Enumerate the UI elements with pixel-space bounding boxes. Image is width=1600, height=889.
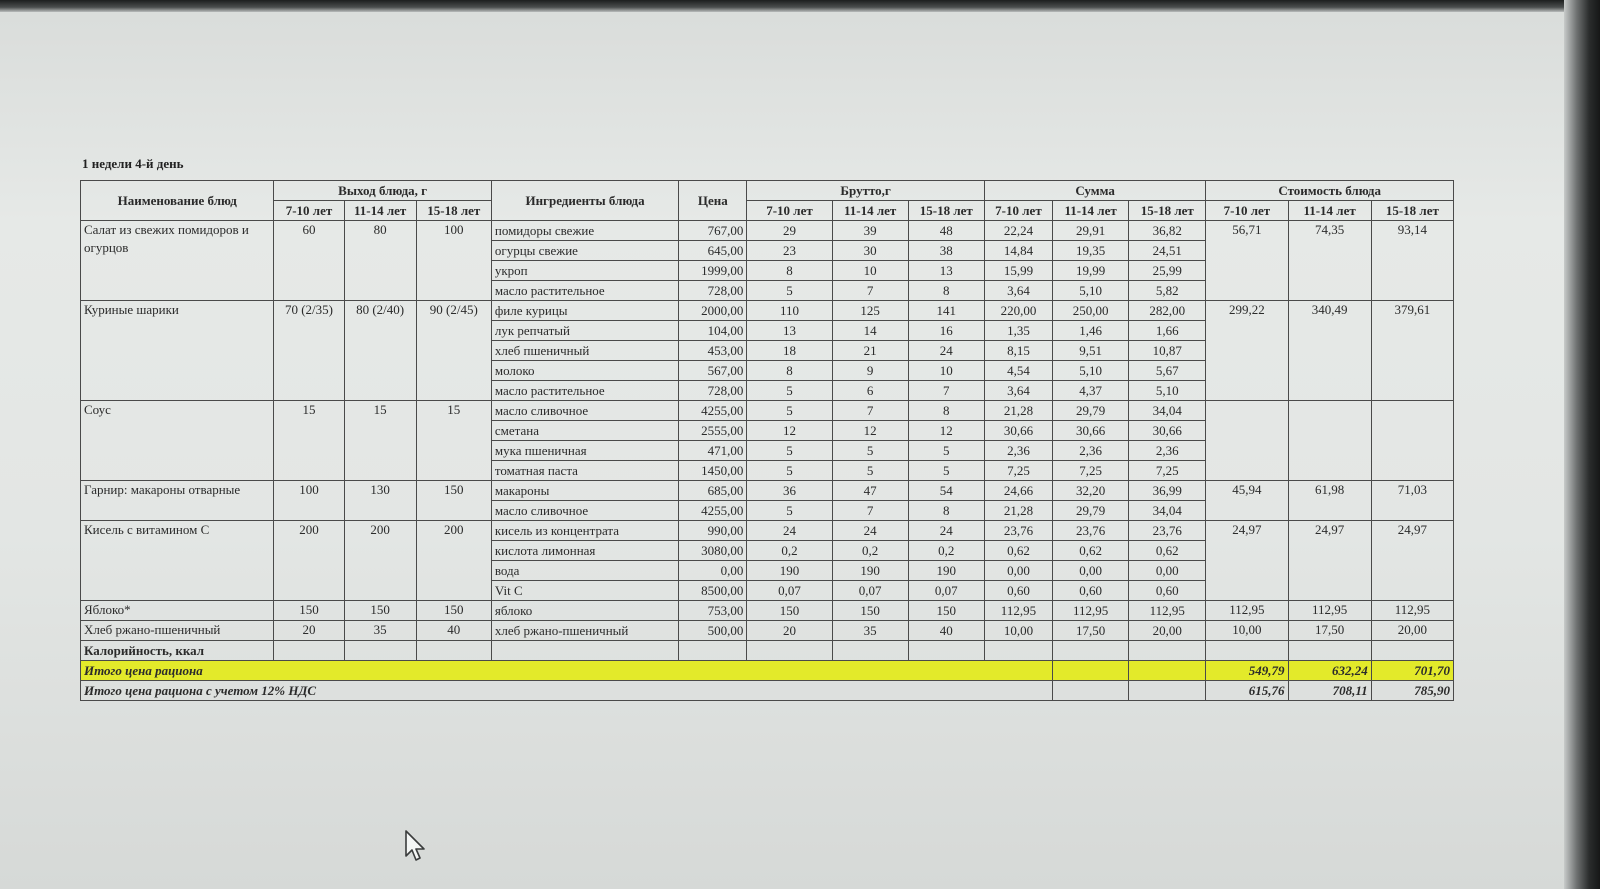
- sum-cell: 2,36: [1129, 441, 1206, 461]
- price-cell: 471,00: [679, 441, 747, 461]
- brutto-cell: 5: [832, 461, 908, 481]
- brutto-cell: 12: [747, 421, 832, 441]
- dish-cost-cell: 56,71: [1206, 221, 1288, 301]
- sum-cell: 2,36: [1053, 441, 1129, 461]
- ingredient-name-cell: молоко: [491, 361, 678, 381]
- brutto-cell: 10: [908, 361, 984, 381]
- brutto-cell: 5: [747, 461, 832, 481]
- sum-cell: 7,25: [984, 461, 1052, 481]
- header-row-top: [81, 181, 1454, 201]
- price-cell: 990,00: [679, 521, 747, 541]
- mouse-pointer-icon: [404, 830, 428, 862]
- yield-cell: 150: [274, 601, 344, 621]
- sum-cell: 112,95: [984, 601, 1052, 621]
- price-cell: 104,00: [679, 321, 747, 341]
- sum-cell: 5,10: [1129, 381, 1206, 401]
- brutto-cell: 5: [747, 381, 832, 401]
- sum-cell: 21,28: [984, 401, 1052, 421]
- brutto-cell: 0,07: [832, 581, 908, 601]
- header-age: 7-10 лет: [274, 201, 344, 221]
- yield-cell: 20: [274, 621, 344, 641]
- brutto-cell: 48: [908, 221, 984, 241]
- header-age: 15-18 лет: [1129, 201, 1206, 221]
- brutto-cell: 6: [832, 381, 908, 401]
- header-ingredients: Ингредиенты блюда: [491, 181, 678, 221]
- ingredient-name-cell: масло растительное: [491, 381, 678, 401]
- brutto-cell: 5: [747, 441, 832, 461]
- price-cell: 453,00: [679, 341, 747, 361]
- brutto-cell: 0,07: [908, 581, 984, 601]
- brutto-cell: 39: [832, 221, 908, 241]
- brutto-cell: 54: [908, 481, 984, 501]
- brutto-cell: 24: [832, 521, 908, 541]
- sum-cell: 112,95: [1129, 601, 1206, 621]
- brutto-cell: 5: [908, 441, 984, 461]
- yield-cell: 15: [274, 401, 344, 481]
- sum-cell: 4,54: [984, 361, 1052, 381]
- ingredient-name-cell: Vit C: [491, 581, 678, 601]
- price-cell: 1450,00: [679, 461, 747, 481]
- brutto-cell: 5: [908, 461, 984, 481]
- price-cell: 728,00: [679, 381, 747, 401]
- sum-cell: 19,99: [1053, 261, 1129, 281]
- sum-cell: 250,00: [1053, 301, 1129, 321]
- sum-cell: 20,00: [1129, 621, 1206, 641]
- yield-cell: 150: [416, 481, 491, 521]
- table-row: [81, 301, 1454, 321]
- ingredient-name-cell: хлеб пшеничный: [491, 341, 678, 361]
- sum-cell: 0,60: [1129, 581, 1206, 601]
- menu-table-body: [81, 221, 1454, 641]
- ingredient-name-cell: макароны: [491, 481, 678, 501]
- table-row: [81, 621, 1454, 641]
- total-value: 701,70: [1371, 661, 1453, 681]
- dish-name-cell: Кисель с витамином С: [81, 521, 274, 601]
- sum-cell: 30,66: [984, 421, 1052, 441]
- brutto-cell: 8: [747, 261, 832, 281]
- dish-cost-cell: 379,61: [1371, 301, 1453, 401]
- header-age: 7-10 лет: [1206, 201, 1288, 221]
- total-row: [81, 661, 1454, 681]
- brutto-cell: 0,07: [747, 581, 832, 601]
- yield-cell: 200: [344, 521, 416, 601]
- price-cell: 753,00: [679, 601, 747, 621]
- header-age: 7-10 лет: [747, 201, 832, 221]
- total-vat-value: 708,11: [1288, 681, 1371, 701]
- sum-cell: 4,37: [1053, 381, 1129, 401]
- sum-cell: 282,00: [1129, 301, 1206, 321]
- sum-cell: 15,99: [984, 261, 1052, 281]
- dish-cost-cell: 112,95: [1288, 601, 1371, 621]
- sum-cell: 30,66: [1129, 421, 1206, 441]
- sum-cell: 1,35: [984, 321, 1052, 341]
- brutto-cell: 150: [747, 601, 832, 621]
- dish-name-cell: Гарнир: макароны отварные: [81, 481, 274, 521]
- sum-cell: 36,99: [1129, 481, 1206, 501]
- yield-cell: 35: [344, 621, 416, 641]
- monitor-right-bezel: [1564, 0, 1600, 889]
- sum-cell: 23,76: [984, 521, 1052, 541]
- yield-cell: 80: [344, 221, 416, 301]
- brutto-cell: 8: [908, 401, 984, 421]
- menu-table-container: [80, 180, 1454, 701]
- brutto-cell: 5: [747, 401, 832, 421]
- dish-cost-cell: 24,97: [1371, 521, 1453, 601]
- price-cell: 3080,00: [679, 541, 747, 561]
- sum-cell: 23,76: [1053, 521, 1129, 541]
- dish-cost-cell: 20,00: [1371, 621, 1453, 641]
- brutto-cell: 190: [832, 561, 908, 581]
- sum-cell: 5,82: [1129, 281, 1206, 301]
- price-cell: 685,00: [679, 481, 747, 501]
- total-vat-label: Итого цена рациона с учетом 12% НДС: [81, 681, 1053, 701]
- sum-cell: 1,66: [1129, 321, 1206, 341]
- sum-cell: 5,67: [1129, 361, 1206, 381]
- ingredient-name-cell: помидоры свежие: [491, 221, 678, 241]
- total-value: 549,79: [1206, 661, 1288, 681]
- yield-cell: 80 (2/40): [344, 301, 416, 401]
- menu-cost-table: [80, 180, 1454, 701]
- yield-cell: 200: [416, 521, 491, 601]
- table-row: [81, 221, 1454, 241]
- sum-cell: 0,62: [984, 541, 1052, 561]
- brutto-cell: 0,2: [908, 541, 984, 561]
- yield-cell: 15: [416, 401, 491, 481]
- dish-cost-cell: 299,22: [1206, 301, 1288, 401]
- sum-cell: 7,25: [1053, 461, 1129, 481]
- table-row: [81, 601, 1454, 621]
- ingredient-name-cell: лук репчатый: [491, 321, 678, 341]
- sum-cell: 220,00: [984, 301, 1052, 321]
- ingredient-name-cell: укроп: [491, 261, 678, 281]
- brutto-cell: 7: [908, 381, 984, 401]
- sum-cell: 5,10: [1053, 361, 1129, 381]
- sum-cell: 22,24: [984, 221, 1052, 241]
- sum-cell: 29,79: [1053, 501, 1129, 521]
- yield-cell: 150: [344, 601, 416, 621]
- brutto-cell: 8: [908, 281, 984, 301]
- total-vat-row: [81, 681, 1454, 701]
- price-cell: 2000,00: [679, 301, 747, 321]
- dish-cost-cell: [1288, 401, 1371, 481]
- sum-cell: 32,20: [1053, 481, 1129, 501]
- brutto-cell: 8: [908, 501, 984, 521]
- brutto-cell: 36: [747, 481, 832, 501]
- total-vat-value: 615,76: [1206, 681, 1288, 701]
- dish-cost-cell: [1371, 401, 1453, 481]
- calories-row: [81, 641, 1454, 661]
- sum-cell: 0,00: [984, 561, 1052, 581]
- sum-cell: 2,36: [984, 441, 1052, 461]
- dish-name-cell: Салат из свежих помидоров и огурцов: [81, 221, 274, 301]
- header-sum: Сумма: [984, 181, 1205, 201]
- yield-cell: 100: [274, 481, 344, 521]
- brutto-cell: 24: [908, 341, 984, 361]
- ingredient-name-cell: масло сливочное: [491, 401, 678, 421]
- monitor-top-bezel: [0, 0, 1600, 12]
- dish-cost-cell: 71,03: [1371, 481, 1453, 521]
- brutto-cell: 21: [832, 341, 908, 361]
- price-cell: 2555,00: [679, 421, 747, 441]
- brutto-cell: 110: [747, 301, 832, 321]
- yield-cell: 60: [274, 221, 344, 301]
- brutto-cell: 29: [747, 221, 832, 241]
- sum-cell: 34,04: [1129, 401, 1206, 421]
- brutto-cell: 9: [832, 361, 908, 381]
- sum-cell: 112,95: [1053, 601, 1129, 621]
- sum-cell: 9,51: [1053, 341, 1129, 361]
- brutto-cell: 16: [908, 321, 984, 341]
- ingredient-name-cell: хлеб ржано-пшеничный: [491, 621, 678, 641]
- brutto-cell: 18: [747, 341, 832, 361]
- header-age: 7-10 лет: [984, 201, 1052, 221]
- sum-cell: 3,64: [984, 281, 1052, 301]
- ingredient-name-cell: масло сливочное: [491, 501, 678, 521]
- brutto-cell: 12: [908, 421, 984, 441]
- dish-cost-cell: 61,98: [1288, 481, 1371, 521]
- brutto-cell: 190: [747, 561, 832, 581]
- brutto-cell: 7: [832, 401, 908, 421]
- brutto-cell: 190: [908, 561, 984, 581]
- price-cell: 1999,00: [679, 261, 747, 281]
- brutto-cell: 13: [908, 261, 984, 281]
- sum-cell: 36,82: [1129, 221, 1206, 241]
- dish-cost-cell: 112,95: [1371, 601, 1453, 621]
- total-vat-value: 785,90: [1371, 681, 1453, 701]
- price-cell: 0,00: [679, 561, 747, 581]
- brutto-cell: 47: [832, 481, 908, 501]
- brutto-cell: 0,2: [832, 541, 908, 561]
- price-cell: 4255,00: [679, 501, 747, 521]
- yield-cell: 40: [416, 621, 491, 641]
- dish-cost-cell: 74,35: [1288, 221, 1371, 301]
- sum-cell: 0,60: [1053, 581, 1129, 601]
- price-cell: 767,00: [679, 221, 747, 241]
- brutto-cell: 5: [747, 281, 832, 301]
- sum-cell: 29,91: [1053, 221, 1129, 241]
- yield-cell: 90 (2/45): [416, 301, 491, 401]
- header-yield: Выход блюда, г: [274, 181, 491, 201]
- brutto-cell: 30: [832, 241, 908, 261]
- dish-cost-cell: 340,49: [1288, 301, 1371, 401]
- dish-name-cell: Куриные шарики: [81, 301, 274, 401]
- brutto-cell: 20: [747, 621, 832, 641]
- yield-cell: 150: [416, 601, 491, 621]
- total-label: Итого цена рациона: [81, 661, 1053, 681]
- brutto-cell: 24: [908, 521, 984, 541]
- total-value: 632,24: [1288, 661, 1371, 681]
- sum-cell: 29,79: [1053, 401, 1129, 421]
- sum-cell: 30,66: [1053, 421, 1129, 441]
- sum-cell: 23,76: [1129, 521, 1206, 541]
- table-row: [81, 521, 1454, 541]
- ingredient-name-cell: вода: [491, 561, 678, 581]
- header-brutto: Брутто,г: [747, 181, 984, 201]
- brutto-cell: 125: [832, 301, 908, 321]
- dish-name-cell: Яблоко*: [81, 601, 274, 621]
- brutto-cell: 14: [832, 321, 908, 341]
- price-cell: 567,00: [679, 361, 747, 381]
- header-age: 11-14 лет: [344, 201, 416, 221]
- price-cell: 645,00: [679, 241, 747, 261]
- header-age: 15-18 лет: [908, 201, 984, 221]
- brutto-cell: 141: [908, 301, 984, 321]
- sum-cell: 21,28: [984, 501, 1052, 521]
- dish-cost-cell: [1206, 401, 1288, 481]
- sum-cell: 5,10: [1053, 281, 1129, 301]
- sum-cell: 8,15: [984, 341, 1052, 361]
- brutto-cell: 5: [747, 501, 832, 521]
- header-age: 11-14 лет: [1288, 201, 1371, 221]
- sum-cell: 0,00: [1129, 561, 1206, 581]
- yield-cell: 70 (2/35): [274, 301, 344, 401]
- sum-cell: 24,66: [984, 481, 1052, 501]
- sum-cell: 19,35: [1053, 241, 1129, 261]
- sum-cell: 10,87: [1129, 341, 1206, 361]
- sum-cell: 17,50: [1053, 621, 1129, 641]
- yield-cell: 130: [344, 481, 416, 521]
- calories-label: Калорийность, ккал: [81, 641, 274, 661]
- brutto-cell: 40: [908, 621, 984, 641]
- yield-cell: 15: [344, 401, 416, 481]
- sum-cell: 7,25: [1129, 461, 1206, 481]
- sum-cell: 1,46: [1053, 321, 1129, 341]
- dish-name-cell: Хлеб ржано-пшеничный: [81, 621, 274, 641]
- price-cell: 728,00: [679, 281, 747, 301]
- sum-cell: 24,51: [1129, 241, 1206, 261]
- header-age: 15-18 лет: [1371, 201, 1453, 221]
- brutto-cell: 150: [832, 601, 908, 621]
- price-cell: 500,00: [679, 621, 747, 641]
- brutto-cell: 7: [832, 501, 908, 521]
- sum-cell: 10,00: [984, 621, 1052, 641]
- ingredient-name-cell: филе курицы: [491, 301, 678, 321]
- document-title: 1 недели 4-й день: [82, 156, 184, 171]
- sum-cell: 34,04: [1129, 501, 1206, 521]
- ingredient-name-cell: масло растительное: [491, 281, 678, 301]
- table-row: [81, 481, 1454, 501]
- price-cell: 8500,00: [679, 581, 747, 601]
- menu-table-footer: [81, 641, 1454, 701]
- dish-cost-cell: 24,97: [1288, 521, 1371, 601]
- ingredient-name-cell: томатная паста: [491, 461, 678, 481]
- table-row: [81, 401, 1454, 421]
- brutto-cell: 5: [832, 441, 908, 461]
- price-cell: 4255,00: [679, 401, 747, 421]
- brutto-cell: 24: [747, 521, 832, 541]
- dish-cost-cell: 17,50: [1288, 621, 1371, 641]
- dish-cost-cell: 24,97: [1206, 521, 1288, 601]
- ingredient-name-cell: мука пшеничная: [491, 441, 678, 461]
- header-age: 15-18 лет: [416, 201, 491, 221]
- dish-cost-cell: 112,95: [1206, 601, 1288, 621]
- brutto-cell: 13: [747, 321, 832, 341]
- header-dish-name: Наименование блюд: [81, 181, 274, 221]
- yield-cell: 200: [274, 521, 344, 601]
- brutto-cell: 150: [908, 601, 984, 621]
- brutto-cell: 0,2: [747, 541, 832, 561]
- sum-cell: 14,84: [984, 241, 1052, 261]
- sum-cell: 0,62: [1129, 541, 1206, 561]
- header-price: Цена: [679, 181, 747, 221]
- ingredient-name-cell: кисель из концентрата: [491, 521, 678, 541]
- sum-cell: 0,60: [984, 581, 1052, 601]
- brutto-cell: 7: [832, 281, 908, 301]
- sum-cell: 3,64: [984, 381, 1052, 401]
- ingredient-name-cell: яблоко: [491, 601, 678, 621]
- brutto-cell: 38: [908, 241, 984, 261]
- brutto-cell: 12: [832, 421, 908, 441]
- dish-name-cell: Соус: [81, 401, 274, 481]
- brutto-cell: 23: [747, 241, 832, 261]
- brutto-cell: 8: [747, 361, 832, 381]
- header-age: 11-14 лет: [832, 201, 908, 221]
- ingredient-name-cell: сметана: [491, 421, 678, 441]
- header-age: 11-14 лет: [1053, 201, 1129, 221]
- dish-cost-cell: 45,94: [1206, 481, 1288, 521]
- brutto-cell: 35: [832, 621, 908, 641]
- sum-cell: 0,00: [1053, 561, 1129, 581]
- header-dish-cost: Стоимость блюда: [1206, 181, 1454, 201]
- ingredient-name-cell: огурцы свежие: [491, 241, 678, 261]
- brutto-cell: 10: [832, 261, 908, 281]
- ingredient-name-cell: кислота лимонная: [491, 541, 678, 561]
- header-row-ages: [81, 201, 1454, 221]
- dish-cost-cell: 10,00: [1206, 621, 1288, 641]
- sum-cell: 0,62: [1053, 541, 1129, 561]
- dish-cost-cell: 93,14: [1371, 221, 1453, 301]
- yield-cell: 100: [416, 221, 491, 301]
- sum-cell: 25,99: [1129, 261, 1206, 281]
